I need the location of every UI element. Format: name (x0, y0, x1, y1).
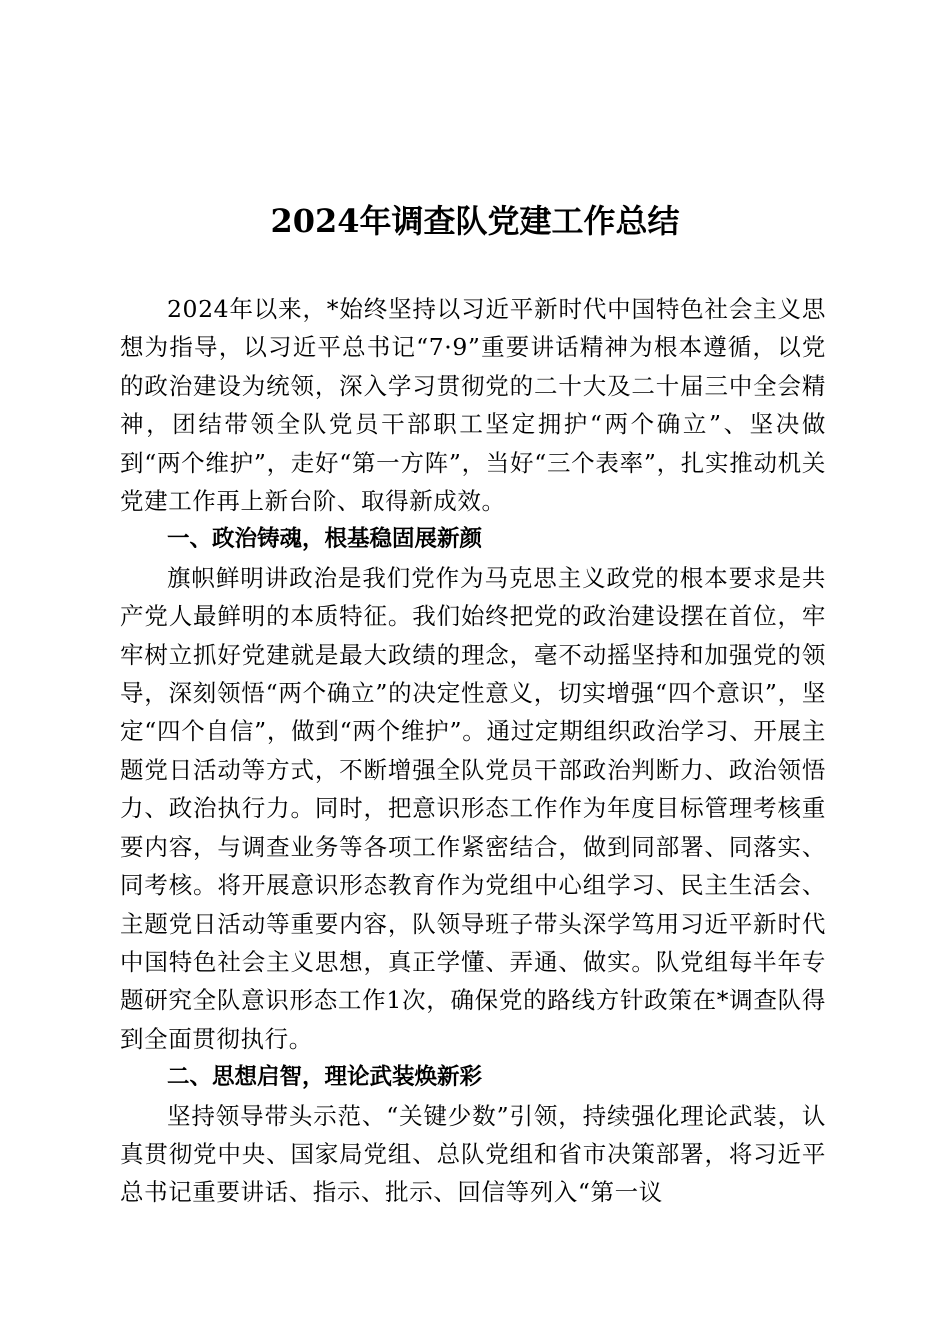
section-2-paragraph: 坚持领导带头示范、“关键少数”引领，持续强化理论武装，认真贯彻党中央、国家局党组、总队党组和省市决策部署，将习近平总书记重要讲话、指示、批示、回信等列入“第一议 (120, 1101, 826, 1207)
document-body (120, 290, 826, 1212)
document-title: 2024年调查队党建工作总结 (270, 202, 680, 240)
section-1-paragraph: 旗帜鲜明讲政治是我们党作为马克思主义政党的根本要求是共产党人最鲜明的本质特征。我们始终把党的政治建设摆在首位，牢牢树立抓好党建就是最大政绩的理念，毫不动摇坚持和加强党的领导，深刻领悟“两个确立”的决定性意义，切实增强“四个意识”，坚定“四个自信”，做到“两个维护”。通过定期组织政治学习、开展主题党日活动等方式，不断增强全队党员干部政治判断力、政治领悟力、政治执行力。同时，把意识形态工作作为年度目标管理考核重要内容，与调查业务等各项工作紧密结合，做到同部署、同落实、同考核。将开展意识形态教育作为党组中心组学习、民主生活会、主题党日活动等重要内容，队领导班子带头深学笃用习近平新时代中国特色社会主义思想，真正学懂、弄通、做实。队党组每半年专题研究全队意识形态工作1次，确保党的路线方针政策在*调查队得到全面贯彻执行。 (120, 563, 826, 1053)
section-2-heading: 二、思想启智，理论武装焕新彩 (167, 1064, 483, 1091)
section-1-heading: 一、政治铸魂，根基稳固展新颜 (167, 526, 483, 553)
intro-paragraph: 2024年以来，*始终坚持以习近平新时代中国特色社会主义思想为指导，以习近平总书记“7·9”重要讲话精神为根本遵循，以党的政治建设为统领，深入学习贯彻党的二十大及二十届三中全会精神，团结带领全队党员干部职工坚定拥护“两个确立”、坚决做到“两个维护”，走好“第一方阵”，当好“三个表率”，扎实推动机关党建工作再上新台阶、取得新成效。 (120, 295, 826, 516)
